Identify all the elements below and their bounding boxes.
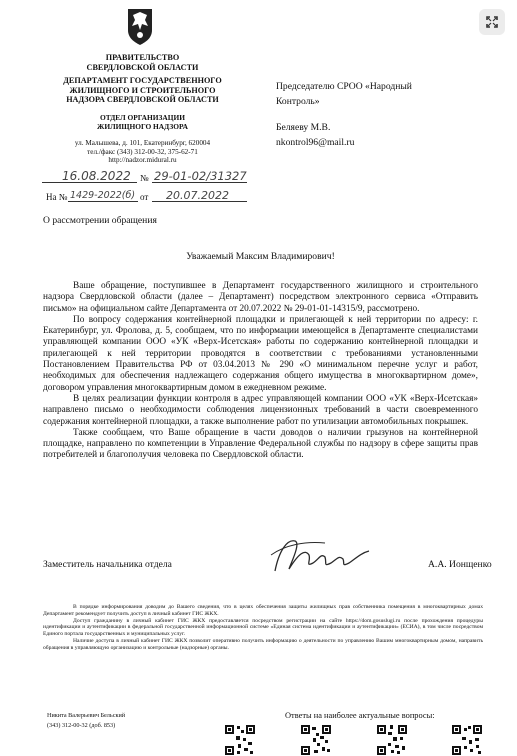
from-label: от [140, 192, 149, 202]
qr-code-icon[interactable] [451, 724, 483, 756]
org-line: ПРАВИТЕЛЬСТВО [105, 53, 180, 62]
reply-number-label: На № [46, 192, 68, 202]
footnote: Наличие доступа в личный кабинет ГИС ЖКХ позволит оперативно получить информацию о деятельности по управлению Вашим многоквартирным домом, направить обращения в управляющую организацию и контрольные (надзорные) органы. [43, 637, 483, 651]
recipient-name: Беляеву М.В. [276, 122, 331, 133]
website-link[interactable]: http://nadzor.midural.ru [108, 156, 177, 165]
section-line: ЖИЛИЩНОГО НАДЗОРА [97, 122, 188, 131]
signer-name: А.А. Ионщенко [428, 559, 492, 570]
executor-phone: (343) 312-00-32 (доб. 853) [47, 722, 116, 729]
address-line: ул. Малышева, д. 101, Екатеринбург, 620004 [74, 139, 211, 147]
reply-date: 20.07.2022 [166, 189, 229, 202]
registration-date: 16.08.2022 [62, 169, 131, 183]
number-label: № [140, 173, 149, 183]
footnote: В порядке информирования доводим до Вашего сведения, что в целях обеспечения защиты жилищных прав собственника помещения в многоквартирных домах Департамент рекомендует получить доступ в личный кабинет ГИС ЖКХ. [43, 604, 483, 617]
dept-line: ДЕПАРТАМЕНТ ГОСУДАРСТВЕННОГО [63, 76, 222, 85]
dept-line: НАДЗОРА СВЕРДЛОВСКОЙ ОБЛАСТИ [66, 95, 219, 105]
qr-code-icon[interactable] [376, 724, 408, 756]
qr-caption: Ответы на наиболее актуальные вопросы: [285, 711, 435, 720]
registration-row [42, 167, 247, 187]
qr-code-icon[interactable] [224, 724, 256, 756]
recipient-email[interactable]: nkontrol96@mail.ru [276, 136, 355, 148]
executor-name: Никита Валерьевич Бельский [47, 712, 126, 719]
emblem-icon [125, 6, 155, 46]
executor-info [47, 711, 125, 731]
address-line: тел./факс (343) 312-00-32, 375-62-71 [87, 147, 198, 156]
letter-body [43, 281, 478, 462]
greeting: Уважаемый Максим Владимирович! [186, 251, 335, 262]
dept-line: ЖИЛИЩНОГО И СТРОИТЕЛЬНОГО [69, 85, 216, 95]
footnote: Доступ гражданину в личный кабинет ГИС ЖКХ предоставляется посредством регистрации на сайте https://dom.gosuslugi.ru после прохождения процедуры идентификации и аутентификации в федеральной государственной информационной системе «Единая система идентификации и аутентификации» (ЕСИА), в том числе посредством Единого портала государственных и муниципальных услуг. [43, 617, 483, 638]
department-name [40, 76, 245, 105]
subject-line: О рассмотрении обращения [43, 215, 157, 226]
reply-number: 1429-2022(б) [70, 190, 136, 201]
government-name [40, 53, 245, 72]
footnotes [43, 604, 483, 652]
expand-icon [485, 15, 499, 29]
section-name [40, 113, 245, 131]
paragraph: Ваше обращение, поступившее в Департамент государственного жилищного и строительного надзора Свердловской области (далее – Департамент) посредством электронного сервиса «Отправить письмо» на официальном сайте Департамента от 20.07.2022 № 29-01-01-14315/9, рассмотрено. [43, 281, 478, 314]
department-address [40, 139, 245, 165]
qr-code-icon[interactable] [300, 724, 332, 756]
section-line: ОТДЕЛ ОРГАНИЗАЦИИ [100, 113, 185, 122]
recipient-block [276, 80, 412, 150]
org-line: СВЕРДЛОВСКОЙ ОБЛАСТИ [86, 62, 199, 72]
paragraph: В целях реализации функции контроля в адрес управляющей компании ООО «УК «Верх-Исетская» направлено письмо о необходимости соблюдения лицензионных требований в части своевременного содержания контейнерной площадки, а также выполнение работ по утилизации автомобильных покрышек. [43, 393, 478, 427]
signer-position: Заместитель начальника отдела [43, 559, 172, 570]
registration-number: 29-01-02/31327 [154, 169, 247, 183]
paragraph: По вопросу содержания контейнерной площадки и прилегающей к ней территории по адресу: г. Екатеринбург, ул. Фролова, д. 5, сообщаем, что по информации имеющейся в Департаменте специалистами управляющей компании ООО «УК «Верх-Исетская» работы по содержанию контейнерной площадки и прилегающей к ней территории проводятся в соответствии с требованиями установленными Постановлением Правительства РФ от 03.04.2013 № 290 «О минимальном перечне услуг и работ, необходимых для обеспечения надлежащего содержания общего имущества в многоквартирном доме», договором управления многоквартирным домом в ежедневном режиме. [43, 314, 478, 393]
handwritten-signature [265, 533, 375, 578]
recipient-org: Контроль» [276, 95, 320, 107]
expand-button[interactable] [479, 9, 505, 35]
paragraph: Также сообщаем, что Ваше обращение в части доводов о наличии грызунов на контейнерной площадке, направлено по компетенции в Управление Федеральной службы по надзору в сфере защиты прав потребителей и благополучия человека по Свердловской области. [43, 427, 478, 461]
reply-to-row [42, 187, 247, 205]
recipient-title: Председателю СРОО «Народный [276, 81, 412, 92]
